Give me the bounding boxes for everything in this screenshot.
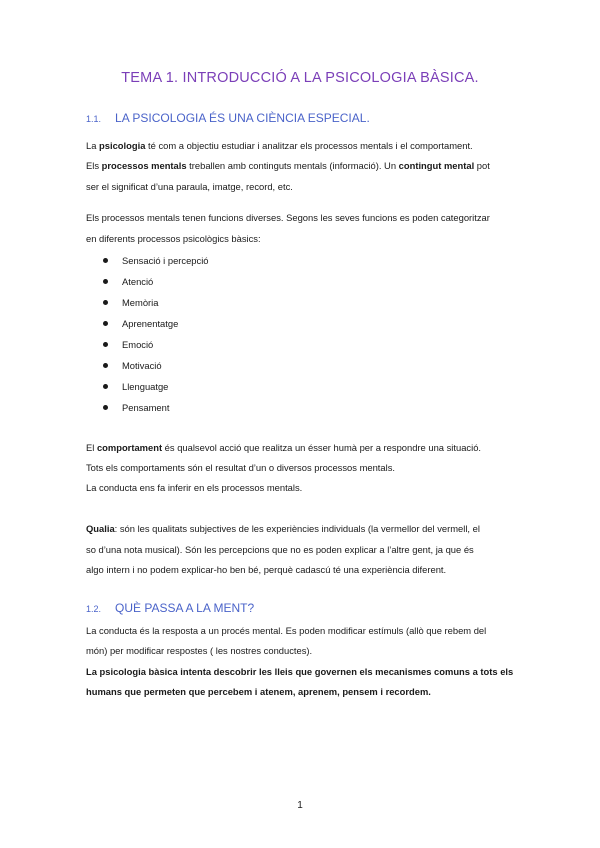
paragraph-line: Tots els comportaments són el resultat d’un o diversos processos mentals.	[86, 462, 395, 473]
bullet-icon	[103, 384, 108, 389]
paragraph-line: La conducta és la resposta a un procés mental. Es poden modificar estímuls (allò que rebem del	[86, 625, 487, 636]
list-item: Atenció	[103, 276, 153, 287]
section-heading-1-1	[86, 111, 370, 125]
list-item: Llenguatge	[103, 381, 168, 392]
bullet-icon	[103, 321, 108, 326]
bullet-icon	[103, 279, 108, 284]
paragraph-line: La psicologia té com a objectiu estudiar i analitzar els processos mentals i el comportament.	[86, 140, 473, 151]
section-title: QUÈ PASSA A LA MENT?	[115, 601, 255, 615]
paragraph-line: algo intern i no podem explicar-ho ben bé, perquè cadascú té una experiència diferent.	[86, 564, 447, 575]
bold-term: Qualia	[86, 523, 115, 534]
bold-term: contingut mental	[398, 160, 475, 171]
section-heading-1-2	[86, 601, 254, 615]
paragraph-line: Qualia: són les qualitats subjectives de les experiències individuals (la vermellor del vermell, el	[86, 523, 480, 534]
paragraph-line: so d’una nota musical). Són les percepcions que no es poden explicar a l’altre gent, ja que és	[86, 544, 474, 555]
paragraph-line: Els processos mentals treballen amb continguts mentals (informació). Un contingut mental pot	[86, 160, 490, 171]
page-title: TEMA 1. INTRODUCCIÓ A LA PSICOLOGIA BÀSICA.	[121, 70, 479, 86]
paragraph-line: El comportament és qualsevol acció que realitza un ésser humà per a respondre una situació.	[86, 442, 482, 453]
paragraph-line: Els processos mentals tenen funcions diverses. Segons les seves funcions es poden categoritzar	[86, 212, 490, 223]
paragraph-line: món) per modificar respostes ( les nostres conductes).	[86, 645, 313, 656]
bold-term: comportament	[96, 442, 163, 453]
section-number: 1.2.	[86, 604, 102, 614]
bullet-icon	[103, 300, 108, 305]
paragraph-line: La conducta ens fa inferir en els processos mentals.	[86, 482, 303, 493]
page-number: 1	[297, 800, 303, 811]
section-number: 1.1.	[86, 114, 102, 124]
section-title: LA PSICOLOGIA ÉS UNA CIÈNCIA ESPECIAL.	[115, 111, 370, 125]
list-item: Sensació i percepció	[103, 255, 209, 266]
list-item: Aprenentatge	[103, 318, 178, 329]
list-item: Motivació	[103, 360, 162, 371]
list-item: Emoció	[103, 339, 153, 350]
bold-term: processos mentals	[101, 160, 187, 171]
bullet-icon	[103, 342, 108, 347]
bullet-icon	[103, 258, 108, 263]
bold-term: psicologia	[99, 140, 146, 151]
bullet-icon	[103, 363, 108, 368]
paragraph-line-bold: La psicologia bàsica intenta descobrir les lleis que governen els mecanismes comuns a tots els	[86, 666, 514, 677]
list-item: Memòria	[103, 297, 158, 308]
bullet-icon	[103, 405, 108, 410]
paragraph-line: en diferents processos psicològics bàsics:	[86, 233, 261, 244]
paragraph-line: ser el significat d’una paraula, imatge, record, etc.	[86, 181, 293, 192]
paragraph-line-bold: humans que permeten que percebem i atenem, aprenem, pensem i recordem.	[86, 686, 431, 697]
list-item: Pensament	[103, 402, 169, 413]
